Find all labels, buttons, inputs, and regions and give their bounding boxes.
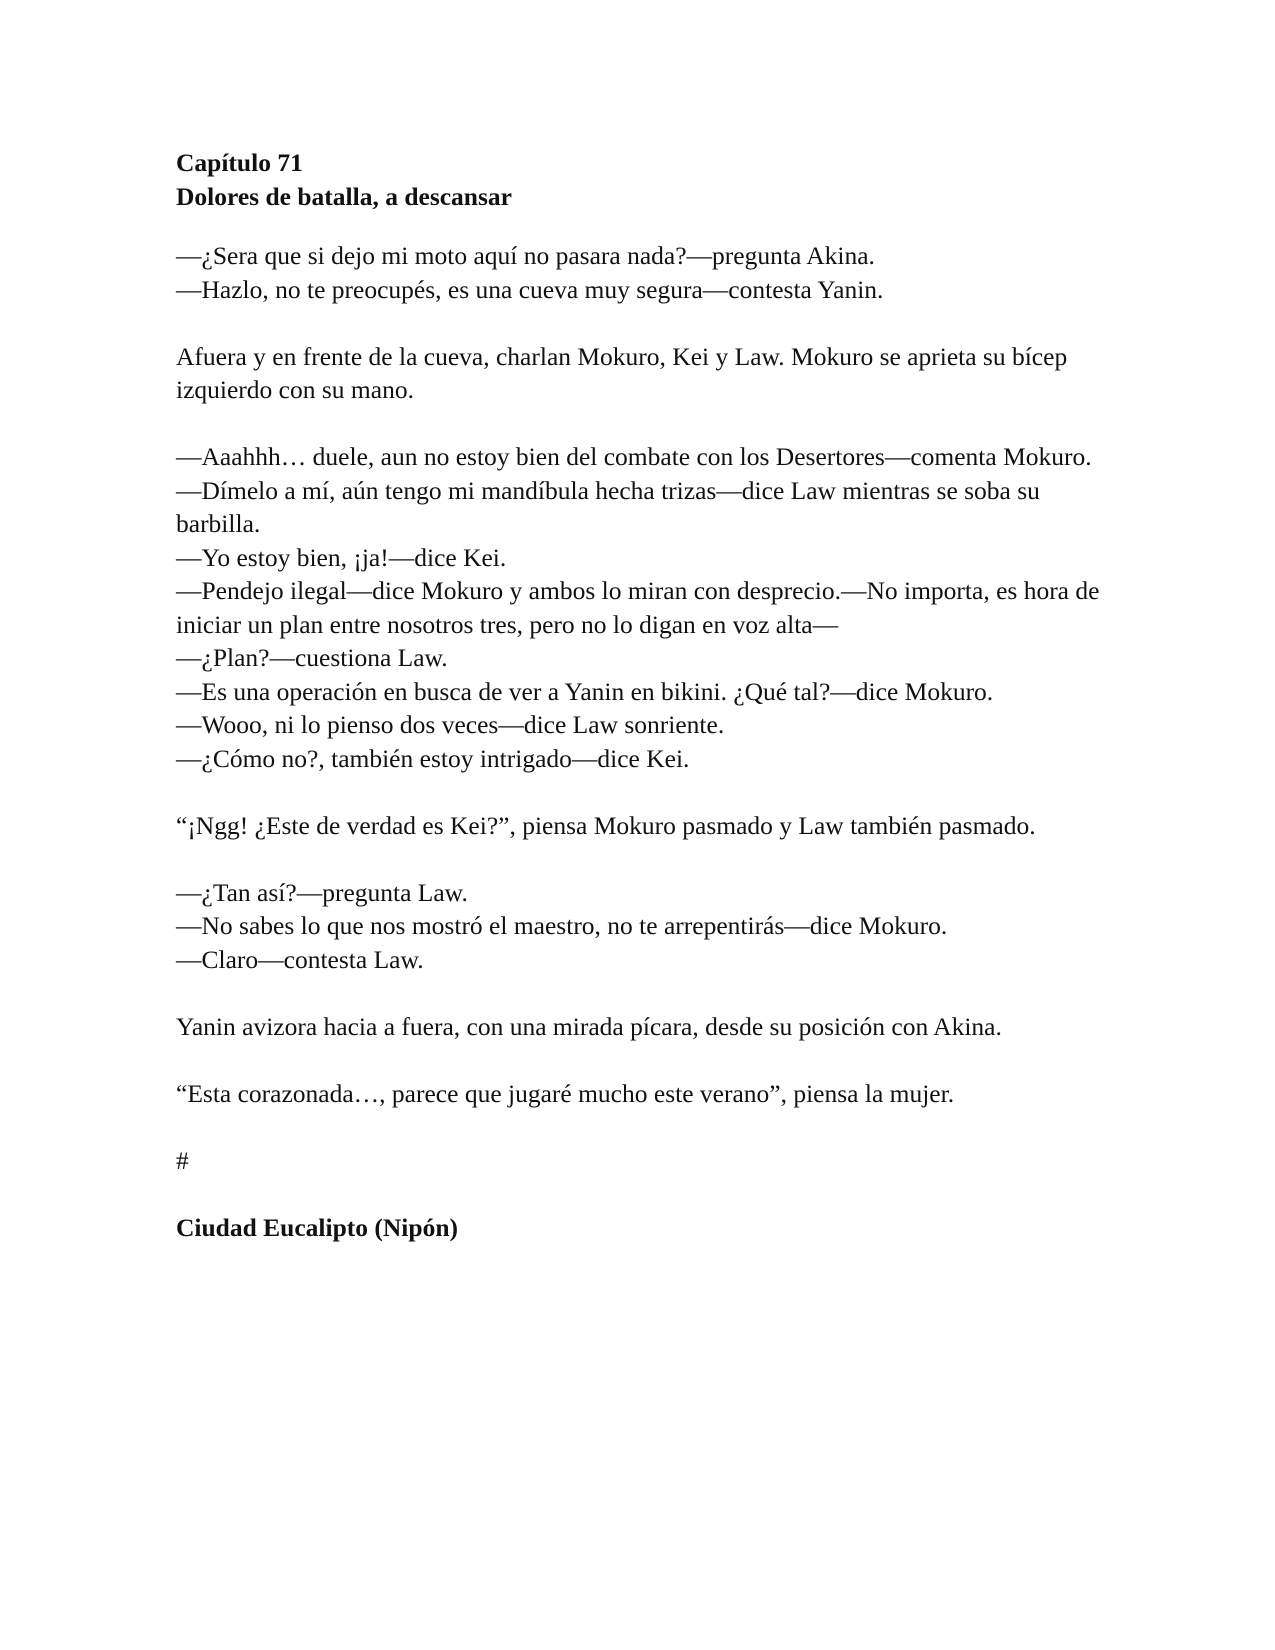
document-page [176, 146, 1106, 1244]
narration-paragraph: “¡Ngg! ¿Este de verdad es Kei?”, piensa Mokuro pasmado y Law también pasmado. [176, 810, 1036, 840]
narration-paragraph: “Esta corazonada…, parece que jugaré mucho este verano”, piensa la mujer. [176, 1078, 955, 1108]
location-heading: Ciudad Eucalipto (Nipón) [176, 1212, 458, 1242]
scene-separator: # [176, 1145, 189, 1175]
spacer [176, 213, 1106, 239]
dialogue-line: —¿Cómo no?, también estoy intrigado—dice Kei. [176, 743, 690, 773]
dialogue-block [176, 239, 1106, 306]
paragraph-gap [176, 842, 1106, 876]
dialogue-line: —Es una operación en busca de ver a Yanin en bikini. ¿Qué tal?—dice Mokuro. [176, 676, 994, 706]
paragraph-gap [176, 1110, 1106, 1144]
dialogue-line: —No sabes lo que nos mostró el maestro, no te arrepentirás—dice Mokuro. [176, 911, 948, 940]
paragraph-gap [176, 976, 1106, 1010]
separator-block [176, 1144, 1106, 1178]
paragraph-gap [176, 306, 1106, 340]
dialogue-line: —Pendejo ilegal—dice Mokuro y ambos lo miran con desprecio.—No importa, es hora de iniciar un plan entre nosotros tres, pero no lo digan en voz alta— [176, 576, 1100, 639]
dialogue-line: —Aaahhh… duele, aun no estoy bien del combate con los Desertores—comenta Mokuro. [176, 442, 1092, 471]
dialogue-block [176, 876, 1106, 977]
dialogue-line: —¿Plan?—cuestiona Law. [176, 643, 448, 672]
narration-block [176, 1077, 1106, 1111]
dialogue-line: —Hazlo, no te preocupés, es una cueva muy segura—contesta Yanin. [176, 274, 884, 304]
paragraph-gap [176, 1177, 1106, 1211]
dialogue-line: —Yo estoy bien, ¡ja!—dice Kei. [176, 542, 507, 572]
dialogue-line: —Dímelo a mí, aún tengo mi mandíbula hecha trizas—dice Law mientras se soba su barbilla. [176, 475, 1040, 538]
narration-paragraph: Yanin avizora hacia a fuera, con una mirada pícara, desde su posición con Akina. [176, 1011, 1002, 1041]
narration-paragraph: Afuera y en frente de la cueva, charlan Mokuro, Kei y Law. Mokuro se aprieta su bícep izquierdo con su mano. [176, 341, 1068, 404]
dialogue-block [176, 440, 1106, 775]
chapter-title: Dolores de batalla, a descansar [176, 181, 512, 211]
dialogue-line: —Wooo, ni lo pienso dos veces—dice Law sonriente. [176, 710, 725, 739]
dialogue-line: —¿Sera que si dejo mi moto aquí no pasara nada?—pregunta Akina. [176, 241, 875, 270]
paragraph-gap [176, 407, 1106, 441]
paragraph-gap [176, 775, 1106, 809]
narration-block [176, 340, 1106, 407]
narration-block [176, 1010, 1106, 1044]
story-body [176, 239, 1106, 1211]
narration-block [176, 809, 1106, 843]
chapter-number: Capítulo 71 [176, 148, 303, 177]
dialogue-line: —¿Tan así?—pregunta Law. [176, 877, 468, 907]
dialogue-line: —Claro—contesta Law. [176, 944, 424, 974]
paragraph-gap [176, 1043, 1106, 1077]
